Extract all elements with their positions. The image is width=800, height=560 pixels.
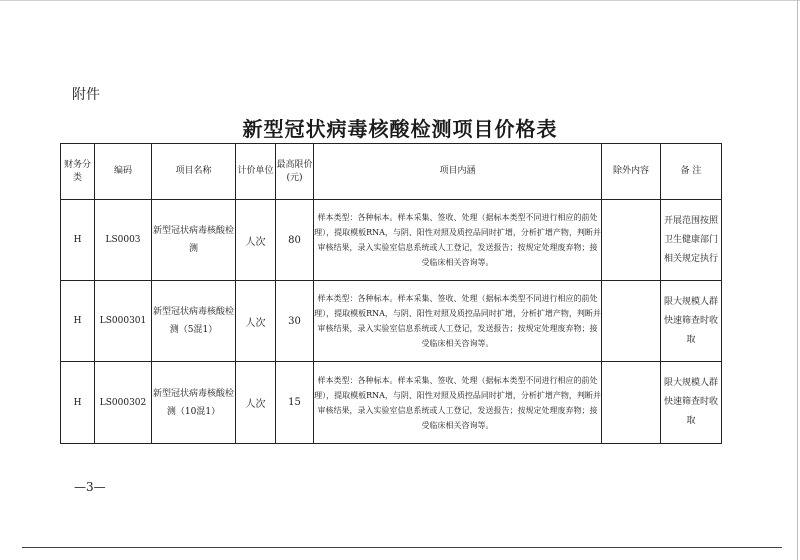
header-max-price: 最高限价(元) [276, 144, 314, 200]
header-content: 项目内涵 [314, 144, 602, 200]
content-cell: 样本类型：各种标本。样本采集、签收、处理（据标本类型不同进行相应的前处理），提取模板RNA，与阴、阳性对照及质控品同时扩增，分析扩增产物，判断并审核结果，录入实验室信息系统或人工登记，发送报告；按规定处理废弃物；接受临床相关咨询等。 [314, 200, 602, 281]
code-cell: LS000302 [95, 362, 152, 444]
category-cell: H [61, 200, 95, 281]
page-number: —3— [74, 480, 106, 494]
unit-cell: 人次 [236, 362, 276, 444]
price-table [60, 143, 722, 444]
content-cell: 样本类型：各种标本。样本采集、签收、处理（据标本类型不同进行相应的前处理），提取模板RNA，与阴、阳性对照及质控品同时扩增，分析扩增产物，判断并审核结果，录入实验室信息系统或人工登记，发送报告；按规定处理废弃物；接受临床相关咨询等。 [314, 281, 602, 362]
notes-cell: 限大规模人群快速筛查时收取 [661, 281, 722, 362]
max-price-cell: 80 [276, 200, 314, 281]
notes-cell: 开展范围按照卫生健康部门相关规定执行 [661, 200, 722, 281]
top-edge-line [0, 0, 800, 1]
header-unit: 计价单位 [236, 144, 276, 200]
unit-cell: 人次 [236, 281, 276, 362]
code-cell: LS0003 [95, 200, 152, 281]
attachment-label: 附件 [72, 87, 100, 103]
right-edge-line [797, 0, 798, 560]
table-row [61, 362, 722, 444]
exclusions-cell [602, 200, 661, 281]
content-cell: 样本类型：各种标本。样本采集、签收、处理（据标本类型不同进行相应的前处理），提取模板RNA，与阴、阳性对照及质控品同时扩增，分析扩增产物，判断并审核结果，录入实验室信息系统或人工登记，发送报告；按规定处理废弃物；接受临床相关咨询等。 [314, 362, 602, 444]
category-cell: H [61, 281, 95, 362]
header-exclusions: 除外内容 [602, 144, 661, 200]
header-category: 财务分类 [61, 144, 95, 200]
exclusions-cell [602, 362, 661, 444]
document-title: 新型冠状病毒核酸检测项目价格表 [242, 117, 558, 141]
item-name-cell: 新型冠状病毒核酸检测（10混1） [152, 362, 236, 444]
table-header-row [61, 144, 722, 200]
table-row [61, 281, 722, 362]
max-price-cell: 30 [276, 281, 314, 362]
table-row [61, 200, 722, 281]
header-code: 编码 [95, 144, 152, 200]
exclusions-cell [602, 281, 661, 362]
category-cell: H [61, 362, 95, 444]
item-name-cell: 新型冠状病毒核酸检测 [152, 200, 236, 281]
code-cell: LS000301 [95, 281, 152, 362]
bottom-edge-line [22, 547, 782, 548]
header-name: 项目名称 [152, 144, 236, 200]
notes-cell: 限大规模人群快速筛查时收取 [661, 362, 722, 444]
unit-cell: 人次 [236, 200, 276, 281]
item-name-cell: 新型冠状病毒核酸检测（5混1） [152, 281, 236, 362]
max-price-cell: 15 [276, 362, 314, 444]
header-notes: 备 注 [661, 144, 722, 200]
